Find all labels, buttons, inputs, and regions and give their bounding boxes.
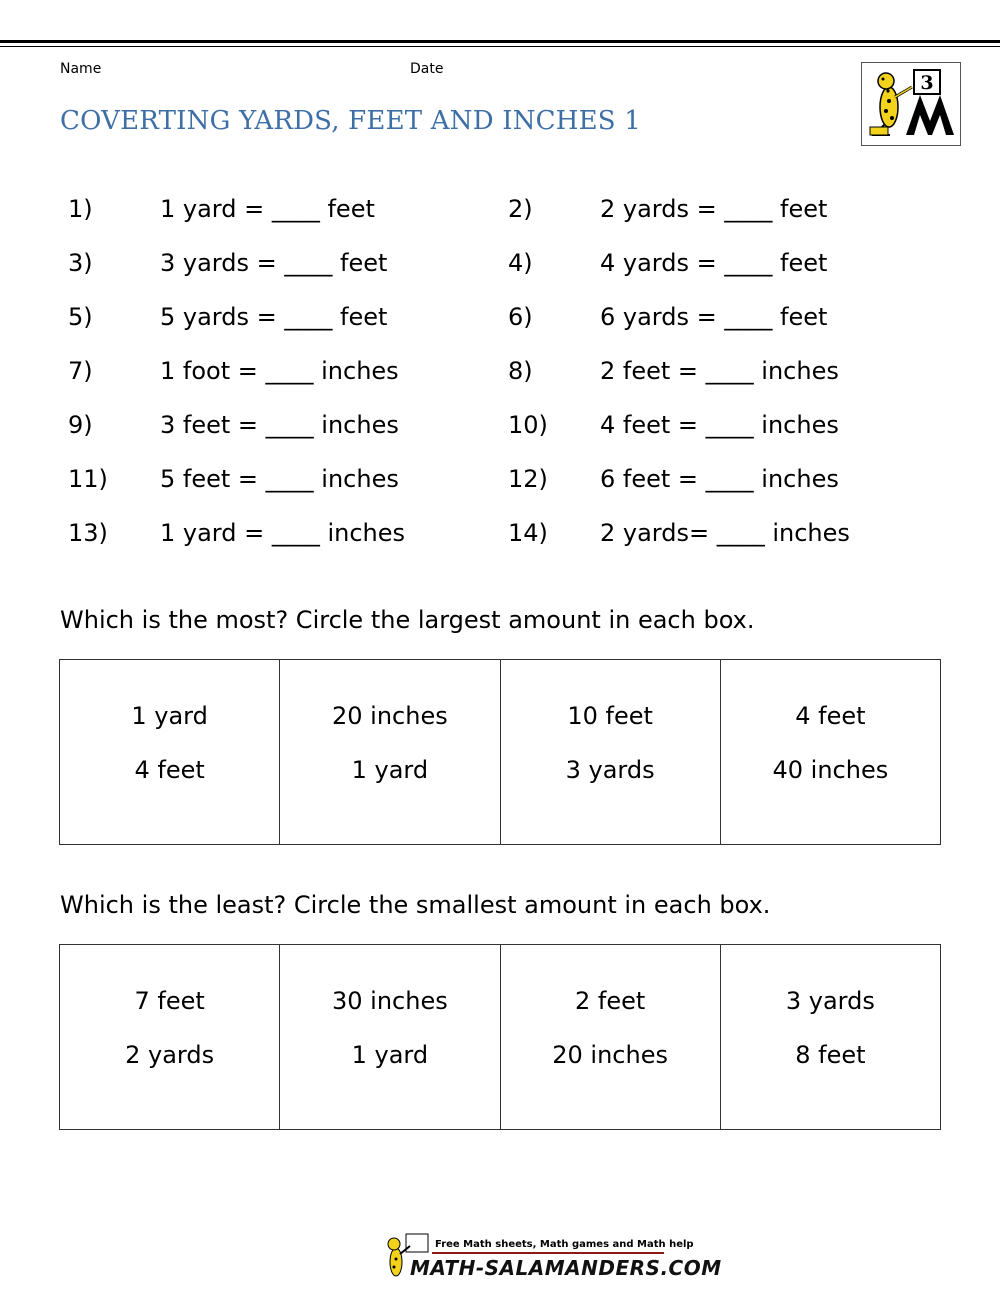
least-box <box>60 945 280 1129</box>
question-text: 1 yard = ____ inches <box>160 519 406 547</box>
question-number: 6) <box>508 303 533 331</box>
question-text: 6 yards = ____ feet <box>600 303 828 331</box>
top-rule-thick <box>0 40 1000 43</box>
question-text: 2 yards = ____ feet <box>600 195 828 223</box>
most-box-option-b[interactable]: 4 feet <box>134 756 205 784</box>
footer-site-name[interactable]: MATH-SALAMANDERS.COM <box>410 1256 722 1280</box>
question-text: 3 feet = ____ inches <box>160 411 399 439</box>
question-number: 13) <box>68 519 108 547</box>
question-number: 11) <box>68 465 108 493</box>
least-box-option-a[interactable]: 7 feet <box>134 987 205 1015</box>
question-number: 2) <box>508 195 533 223</box>
least-box-option-b[interactable]: 1 yard <box>351 1041 429 1069</box>
least-box-option-a[interactable]: 3 yards <box>785 987 875 1015</box>
least-box-option-a[interactable]: 2 feet <box>574 987 646 1015</box>
most-box-option-a[interactable]: 1 yard <box>131 702 208 730</box>
most-box <box>60 660 280 844</box>
most-box-option-a[interactable]: 10 feet <box>567 702 653 730</box>
least-box-option-a[interactable]: 30 inches <box>332 987 448 1015</box>
question-text: 4 feet = ____ inches <box>600 411 839 439</box>
most-box <box>280 660 500 844</box>
most-instruction: Which is the most? Circle the largest amount in each box. <box>60 606 755 634</box>
worksheet-title: COVERTING YARDS, FEET AND INCHES 1 <box>60 106 642 136</box>
most-box-table <box>59 659 941 845</box>
salamander-logo-icon <box>861 62 961 146</box>
question-text: 5 yards = ____ feet <box>160 303 388 331</box>
most-box-option-b[interactable]: 40 inches <box>772 756 889 784</box>
least-box-option-b[interactable]: 8 feet <box>795 1041 866 1069</box>
most-box <box>721 660 940 844</box>
least-box-option-b[interactable]: 20 inches <box>552 1041 668 1069</box>
question-number: 9) <box>68 411 93 439</box>
question-text: 5 feet = ____ inches <box>160 465 399 493</box>
question-number: 3) <box>68 249 93 277</box>
question-text: 2 yards= ____ inches <box>600 519 850 547</box>
question-number: 1) <box>68 195 93 223</box>
least-instruction: Which is the least? Circle the smallest amount in each box. <box>60 891 771 919</box>
top-rule-thin <box>0 46 1000 47</box>
question-text: 4 yards = ____ feet <box>600 249 828 277</box>
question-text: 1 yard = ____ feet <box>160 195 375 223</box>
question-number: 8) <box>508 357 533 385</box>
date-label: Date <box>410 61 444 77</box>
name-label: Name <box>60 61 102 77</box>
question-text: 2 feet = ____ inches <box>600 357 839 385</box>
question-number: 5) <box>68 303 93 331</box>
least-box-table <box>59 944 941 1130</box>
question-text: 3 yards = ____ feet <box>160 249 388 277</box>
grade-badge: 3 <box>920 72 934 94</box>
least-box <box>501 945 721 1129</box>
question-number: 4) <box>508 249 533 277</box>
question-number: 7) <box>68 357 93 385</box>
question-text: 1 foot = ____ inches <box>160 357 399 385</box>
least-box-option-b[interactable]: 2 yards <box>125 1041 215 1069</box>
question-number: 12) <box>508 465 548 493</box>
least-box <box>721 945 940 1129</box>
question-number: 14) <box>508 519 548 547</box>
question-number: 10) <box>508 411 548 439</box>
question-text: 6 feet = ____ inches <box>600 465 839 493</box>
most-box <box>501 660 721 844</box>
most-box-option-a[interactable]: 20 inches <box>332 702 448 730</box>
footer-divider <box>432 1252 664 1254</box>
footer-tagline: Free Math sheets, Math games and Math help <box>435 1239 694 1250</box>
most-box-option-a[interactable]: 4 feet <box>795 702 866 730</box>
most-box-option-b[interactable]: 1 yard <box>351 756 429 784</box>
least-box <box>280 945 500 1129</box>
most-box-option-b[interactable]: 3 yards <box>565 756 655 784</box>
